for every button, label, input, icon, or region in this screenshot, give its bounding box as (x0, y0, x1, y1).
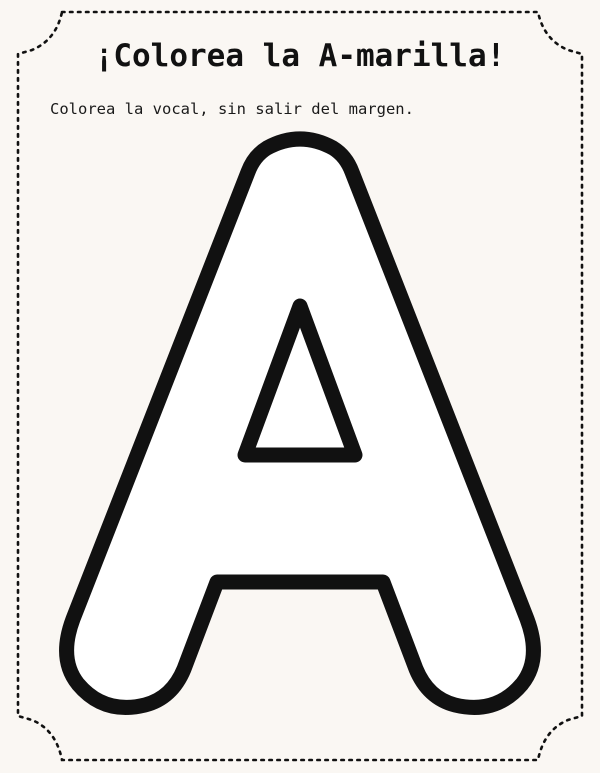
instruction-text: Colorea la vocal, sin salir del margen. (50, 100, 414, 118)
instruction-container (50, 100, 550, 118)
coloring-letter-area (30, 130, 570, 720)
letter-a-outline-icon (30, 130, 570, 720)
title-container (0, 38, 600, 74)
page-title: ¡Colorea la A-marilla! (94, 38, 506, 74)
